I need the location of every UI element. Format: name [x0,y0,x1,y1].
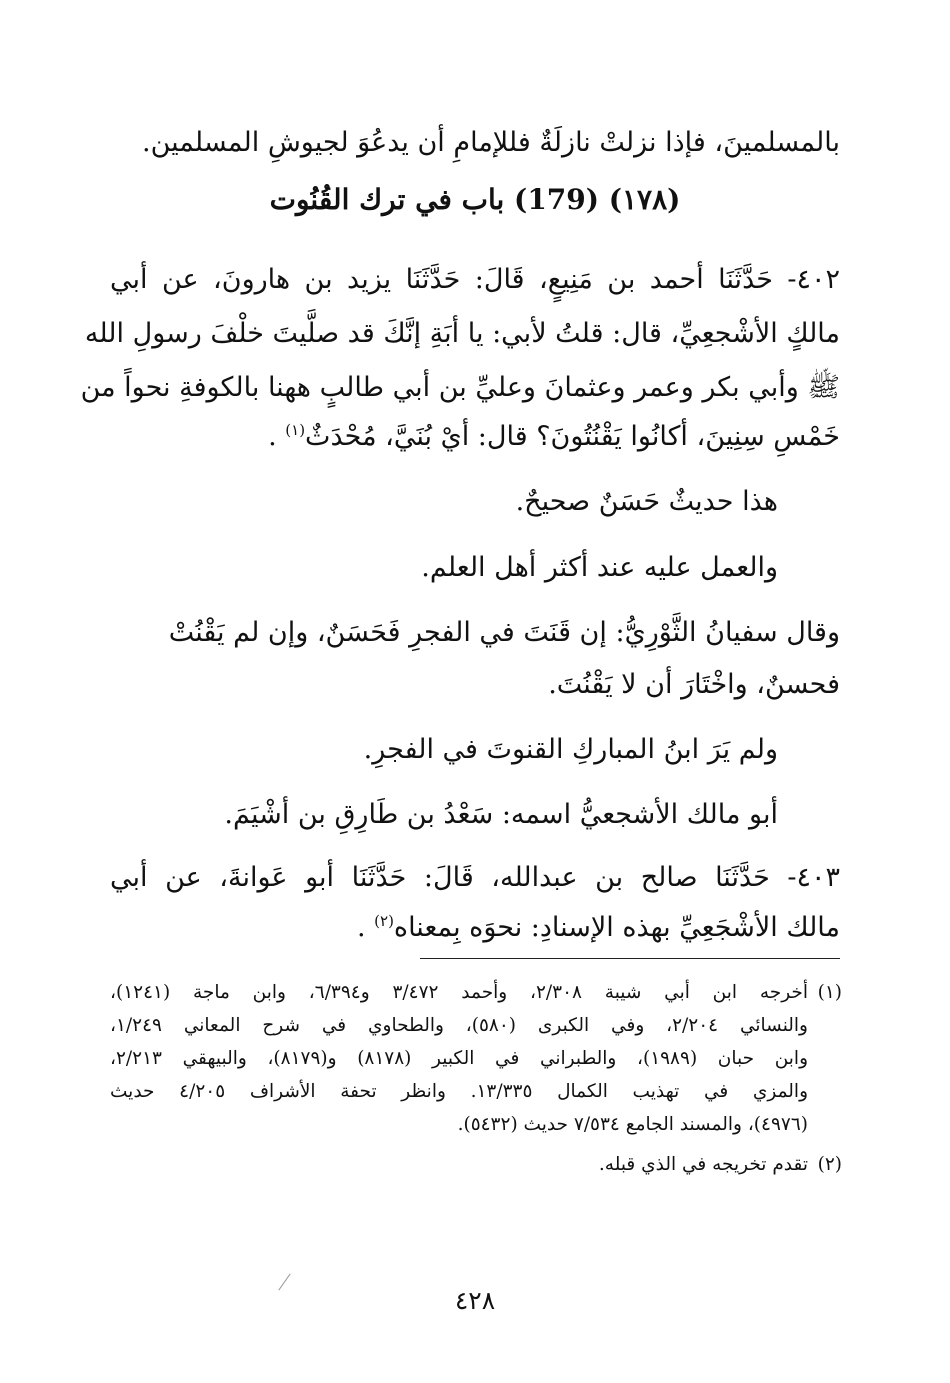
hadith-402-line-4-text: خَمْسِ سِنِينَ، أكانُوا يَقْنُتُونَ؟ قال: أيْ بُنَيَّ، مُحْدَثٌ [305,421,840,452]
footnote-1-line-1: أخرجه ابن أبي شيبة ٢/٣٠٨، وأحمد ٣/٤٧٢ و٦/٣٩٤، وابن ماجة (١٢٤١)، [110,982,808,1003]
hadith-402-line-3: ﷺ وأبي بكر وعمر وعثمانَ وعليِّ بن أبي طالبٍ ههنا بالكوفةِ نحواً من [80,372,840,403]
footnote-2-text: تقدم تخريجه في الذي قبله. [598,1154,808,1175]
footnote-ref-1: (١) [285,421,306,439]
hadith-403-line-2 [110,908,840,948]
hadith-402-line-4 [110,417,840,457]
chapter-heading: (١٧٨) (179) باب في ترك القُنُوت [269,183,681,216]
footnote-ref-2: (٢) [374,912,394,930]
footnote-separator [420,958,840,959]
thawri-line-2: فحسنٌ، واخْتَارَ أن لا يَقْنُتَ. [548,669,840,700]
ibn-mubarak-opinion: ولم يَرَ ابنُ المباركِ القنوتَ في الفجرِ. [363,734,778,765]
footnote-2-number: (٢) [817,1154,842,1175]
footnote-1-line-4: والمزي في تهذيب الكمال ١٣/٣٣٥. وانظر تحفة الأشراف ٤/٢٠٥ حديث [110,1081,808,1102]
grading-comment: هذا حديثٌ حَسَنٌ صحيحٌ. [515,486,778,517]
abu-malik-name: أبو مالك الأشجعيُّ اسمه: سَعْدُ بن طَارِقِ بن أشْيَمَ. [224,799,778,830]
hadith-403-line-2-end: . [356,912,375,943]
footnote-1-line-5: (٤٩٧٦)، والمسند الجامع ٧/٥٣٤ حديث (٥٤٣٢). [457,1114,808,1135]
page-number: ٤٢٨ [454,1286,496,1315]
thawri-line-1: وقال سفيانُ الثَّوْرِيُّ: إن قَنَتَ في الفجرِ فَحَسَنٌ، وإن لم يَقْنُتْ [168,617,840,648]
hadith-402-line-1: ٤٠٢- حَدَّثَنَا أحمد بن مَنِيعٍ، قَالَ: حَدَّثَنَا يزيد بن هارونَ، عن أبي [110,264,840,295]
continuation-line: بالمسلمينَ، فإذا نزلتْ نازلَةٌ فللإمامِ أن يدعُوَ لجيوشِ المسلمين. [142,127,840,158]
footnote-1-number: (١) [817,982,842,1003]
hadith-403-line-1: ٤٠٣- حَدَّثَنَا صالح بن عبدالله، قَالَ: حَدَّثَنَا أبو عَوانةَ، عن أبي [110,862,840,893]
hadith-402-line-4-end: . [268,421,286,452]
footnote-1-line-2: والنسائي ٢/٢٠٤، وفي الكبرى (٥٨٠)، والطحاوي في شرح المعاني ١/٢٤٩، [110,1015,808,1036]
hadith-403-line-2-text: مالك الأشْجَعِيِّ بهذه الإسنادِ: نحوَه بِمعناه [393,912,840,943]
hadith-402-line-2: مالكٍ الأشْجعِيِّ، قال: قلتُ لأبي: يا أبَةِ إنَّكَ قد صلَّيتَ خلْفَ رسولِ الله [84,318,840,349]
footnote-1-line-3: وابن حبان (١٩٨٩)، والطبراني في الكبير (٨١٧٨) و(٨١٧٩)، والبيهقي ٢/٢١٣، [110,1048,808,1069]
practice-comment: والعمل عليه عند أكثر أهل العلم. [421,552,778,583]
